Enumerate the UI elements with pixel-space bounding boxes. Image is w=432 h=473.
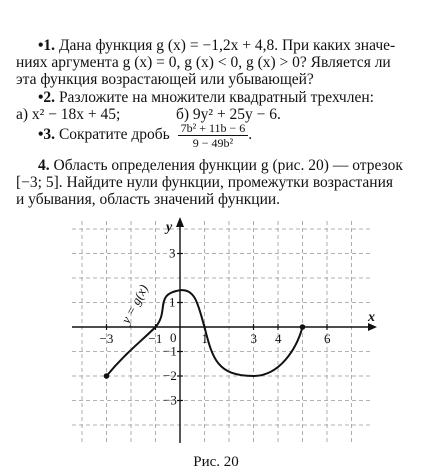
y-tick-label: 1	[169, 294, 176, 310]
x-tick-label: −3	[99, 331, 114, 346]
problem-3-text: Сократите дробь	[58, 126, 170, 143]
right-endpoint	[300, 324, 306, 330]
problem-4-line-2: [−3; 5]. Найдите нули функции, промежутки возрастания	[16, 174, 393, 191]
left-endpoint	[104, 373, 110, 379]
graph-axes	[72, 217, 377, 443]
problem-1-line-1	[38, 37, 395, 54]
problem-2-text: Разложите на множители квадратный трехчлен:	[58, 89, 374, 106]
origin-label: 0	[170, 330, 177, 345]
problem-1-line-2: ниях аргумента g (x) = 0, g (x) < 0, g (x) > 0? Является ли	[16, 54, 391, 71]
function-graph	[68, 215, 380, 445]
problem-3-end: .	[248, 126, 253, 143]
fraction-denominator: 9 − 49b²	[192, 135, 234, 150]
problem-2-line-1	[38, 89, 374, 106]
problem-1-marker: •1.	[38, 37, 56, 54]
fraction-numerator: 7b² + 11b − 6	[178, 121, 249, 136]
problem-4-text-1: Область определения функции g (рис. 20) — отрезок	[53, 157, 403, 174]
problem-3-marker: •3.	[38, 126, 56, 143]
problem-3-line	[38, 118, 252, 152]
x-tick-label: 3	[250, 331, 257, 346]
problem-2-part-b: б) 9y² + 25y − 6.	[176, 106, 281, 123]
y-tick-label: −3	[163, 392, 177, 408]
y-tick-label: −2	[163, 368, 177, 383]
y-tick-label: 3	[169, 245, 176, 261]
y-axis-arrow	[176, 217, 184, 227]
y-tick-label: −1	[163, 343, 177, 359]
figure-caption: Рис. 20	[193, 454, 239, 470]
problem-3-fraction	[178, 121, 249, 150]
y-axis-label: y	[166, 220, 173, 235]
x-axis-label: x	[368, 310, 375, 325]
curve-label: y = g(x)	[117, 281, 151, 326]
x-tick-label: 1	[201, 331, 208, 346]
problem-4-line-1	[38, 157, 403, 174]
problem-1-line-3: эта функция возрастающей или убывающей?	[16, 71, 314, 88]
problem-4-line-3: и убывания, область значений функции.	[16, 191, 281, 208]
x-tick-label: 6	[324, 331, 331, 346]
problem-4-marker: 4.	[38, 157, 50, 174]
x-tick-label: 4	[275, 331, 282, 346]
x-tick-label: −1	[148, 331, 163, 346]
problem-1-text-1: Дана функция g (x) = −1,2x + 4,8. При каких значе-	[58, 37, 396, 54]
problem-2-marker: •2.	[38, 89, 56, 106]
problem-2-part-a: а) x² − 18x + 45;	[16, 106, 121, 123]
